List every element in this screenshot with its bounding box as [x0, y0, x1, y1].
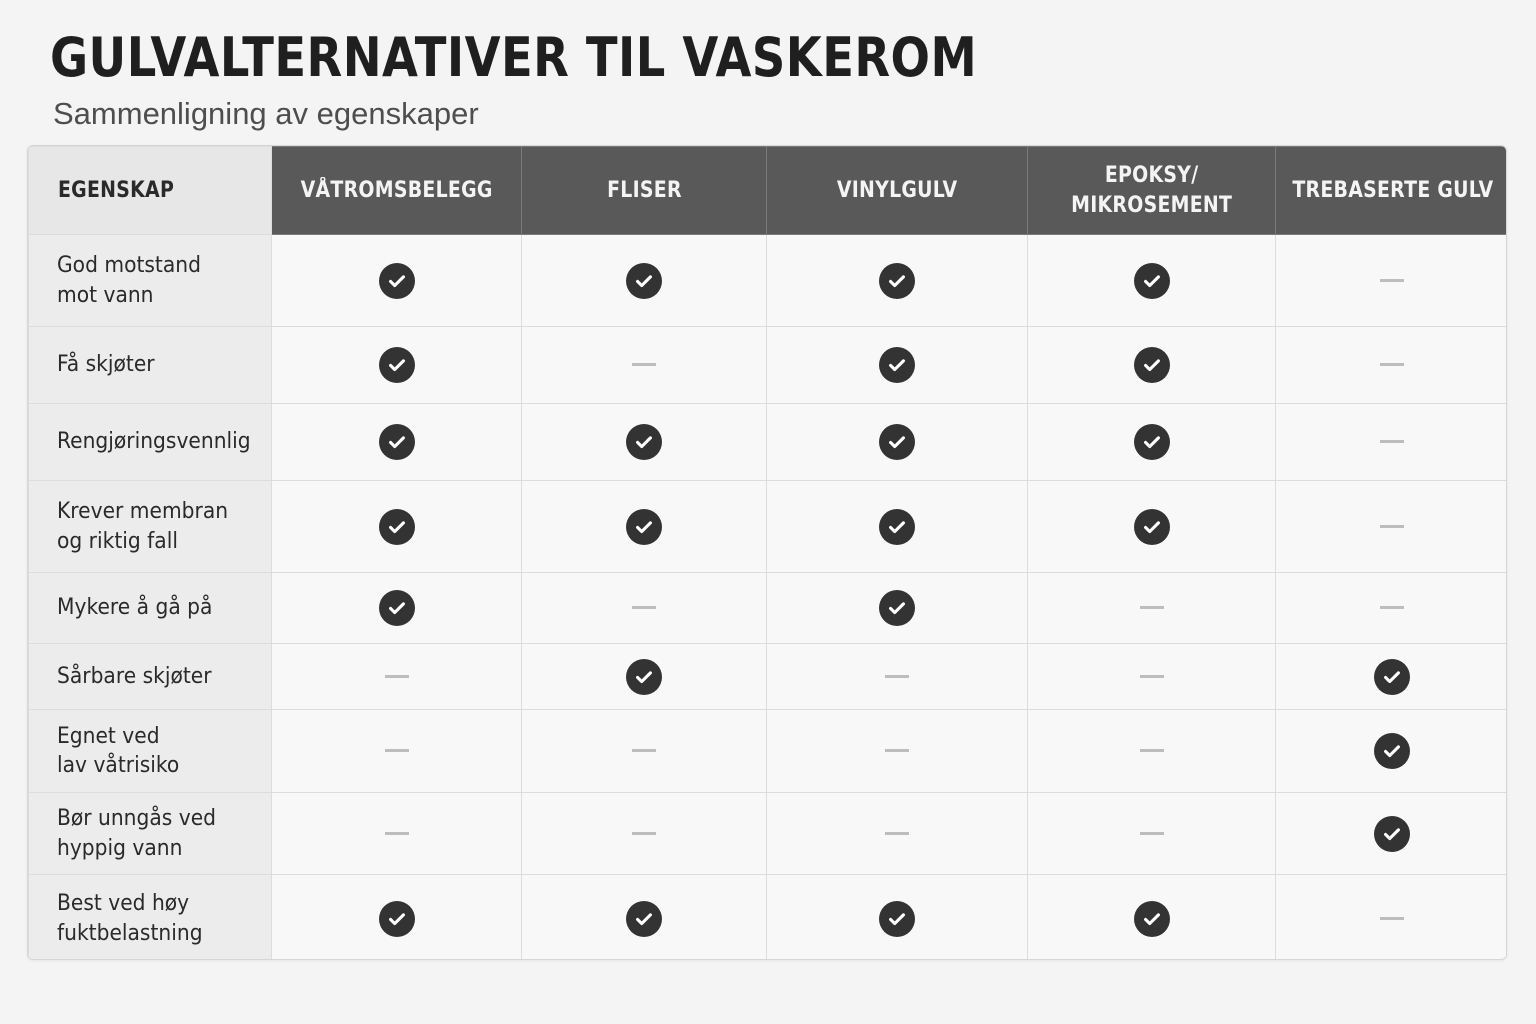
column-header-label: FLISER [606, 177, 682, 203]
value-cell [767, 710, 1028, 793]
page-title: GULVALTERNATIVER TIL VASKEROM [50, 26, 978, 89]
value-cell [522, 573, 767, 644]
dash-icon [1380, 363, 1404, 366]
dash-icon [385, 749, 409, 752]
row-label: Rengjøringsvennlig [57, 429, 251, 455]
table-row [29, 573, 1508, 644]
column-header [1276, 147, 1508, 235]
column-header [272, 147, 522, 235]
check-circle-icon [626, 263, 662, 299]
dash-icon [1380, 525, 1404, 528]
row-label-cell [29, 481, 272, 573]
check-circle-icon [1134, 509, 1170, 545]
value-cell [272, 235, 522, 327]
row-label-cell [29, 793, 272, 875]
value-cell [767, 573, 1028, 644]
dash-icon [1140, 832, 1164, 835]
value-cell [1276, 481, 1508, 573]
value-cell [1276, 327, 1508, 404]
check-circle-icon [879, 263, 915, 299]
check-circle-icon [379, 424, 415, 460]
check-circle-icon [626, 509, 662, 545]
check-circle-icon [379, 347, 415, 383]
column-header-label: TREBASERTE GULV [1292, 177, 1494, 203]
header-row [29, 147, 1508, 235]
check-circle-icon [879, 347, 915, 383]
value-cell [522, 793, 767, 875]
value-cell [1028, 235, 1276, 327]
comparison-table [27, 145, 1507, 960]
dash-icon [1380, 440, 1404, 443]
dash-icon [1140, 675, 1164, 678]
value-cell [272, 793, 522, 875]
check-circle-icon [879, 901, 915, 937]
check-circle-icon [1134, 424, 1170, 460]
value-cell [1276, 875, 1508, 961]
value-cell [767, 481, 1028, 573]
dash-icon [1140, 749, 1164, 752]
check-circle-icon [379, 509, 415, 545]
page-subtitle: Sammenligning av egenskaper [53, 96, 479, 131]
dash-icon [385, 832, 409, 835]
check-circle-icon [1374, 816, 1410, 852]
table-row [29, 644, 1508, 710]
dash-icon [885, 832, 909, 835]
value-cell [272, 644, 522, 710]
row-label: God motstand mot vann [57, 253, 201, 308]
row-label-cell [29, 710, 272, 793]
row-label: Egnet ved lav våtrisiko [57, 723, 180, 778]
column-header-label: VÅTROMSBELEGG [300, 177, 493, 203]
check-circle-icon [1374, 733, 1410, 769]
row-label: Få skjøter [57, 352, 155, 378]
value-cell [1028, 481, 1276, 573]
value-cell [1276, 644, 1508, 710]
row-label-cell [29, 327, 272, 404]
dash-icon [1140, 606, 1164, 609]
dash-icon [1380, 279, 1404, 282]
value-cell [522, 644, 767, 710]
value-cell [1276, 235, 1508, 327]
check-circle-icon [626, 901, 662, 937]
table-row [29, 404, 1508, 481]
value-cell [767, 327, 1028, 404]
row-label-cell [29, 404, 272, 481]
table-row [29, 710, 1508, 793]
dash-icon [632, 832, 656, 835]
table-row [29, 481, 1508, 573]
corner-header [29, 147, 272, 235]
row-label-cell [29, 875, 272, 961]
table-row [29, 875, 1508, 961]
check-circle-icon [626, 424, 662, 460]
column-header [767, 147, 1028, 235]
row-label: Best ved høy fuktbelastning [57, 891, 203, 946]
value-cell [272, 573, 522, 644]
dash-icon [632, 749, 656, 752]
dash-icon [885, 749, 909, 752]
value-cell [522, 235, 767, 327]
row-label: Sårbare skjøter [57, 663, 212, 689]
value-cell [522, 875, 767, 961]
check-circle-icon [379, 263, 415, 299]
value-cell [1028, 793, 1276, 875]
dash-icon [632, 606, 656, 609]
column-header-label: EPOKSY/ MIKROSEMENT [1070, 162, 1233, 218]
table-row [29, 235, 1508, 327]
value-cell [272, 327, 522, 404]
value-cell [1276, 404, 1508, 481]
column-header-label: VINYLGULV [836, 177, 958, 203]
check-circle-icon [379, 590, 415, 626]
check-circle-icon [1134, 263, 1170, 299]
table-row [29, 327, 1508, 404]
check-circle-icon [626, 659, 662, 695]
value-cell [1276, 710, 1508, 793]
value-cell [1028, 573, 1276, 644]
row-label-cell [29, 644, 272, 710]
check-circle-icon [1134, 901, 1170, 937]
column-header [522, 147, 767, 235]
value-cell [272, 710, 522, 793]
value-cell [1028, 404, 1276, 481]
value-cell [522, 481, 767, 573]
value-cell [767, 875, 1028, 961]
dash-icon [1380, 917, 1404, 920]
check-circle-icon [1134, 347, 1170, 383]
dash-icon [885, 675, 909, 678]
check-circle-icon [879, 590, 915, 626]
row-label-cell [29, 573, 272, 644]
check-circle-icon [379, 901, 415, 937]
value-cell [522, 710, 767, 793]
dash-icon [1380, 606, 1404, 609]
table-row [29, 793, 1508, 875]
value-cell [522, 327, 767, 404]
row-label-cell [29, 235, 272, 327]
row-label: Bør unngås ved hyppig vann [57, 806, 217, 861]
value-cell [1028, 327, 1276, 404]
value-cell [1028, 710, 1276, 793]
value-cell [272, 875, 522, 961]
value-cell [272, 404, 522, 481]
value-cell [767, 404, 1028, 481]
value-cell [272, 481, 522, 573]
check-circle-icon [879, 424, 915, 460]
dash-icon [632, 363, 656, 366]
value-cell [1028, 644, 1276, 710]
row-label: Mykere å gå på [57, 595, 213, 621]
value-cell [1276, 793, 1508, 875]
column-header [1028, 147, 1276, 235]
value-cell [1028, 875, 1276, 961]
row-label: Krever membran og riktig fall [57, 499, 229, 554]
value-cell [767, 235, 1028, 327]
dash-icon [385, 675, 409, 678]
corner-header-label: EGENSKAP [58, 177, 175, 203]
value-cell [767, 644, 1028, 710]
value-cell [767, 793, 1028, 875]
check-circle-icon [879, 509, 915, 545]
check-circle-icon [1374, 659, 1410, 695]
value-cell [1276, 573, 1508, 644]
value-cell [522, 404, 767, 481]
